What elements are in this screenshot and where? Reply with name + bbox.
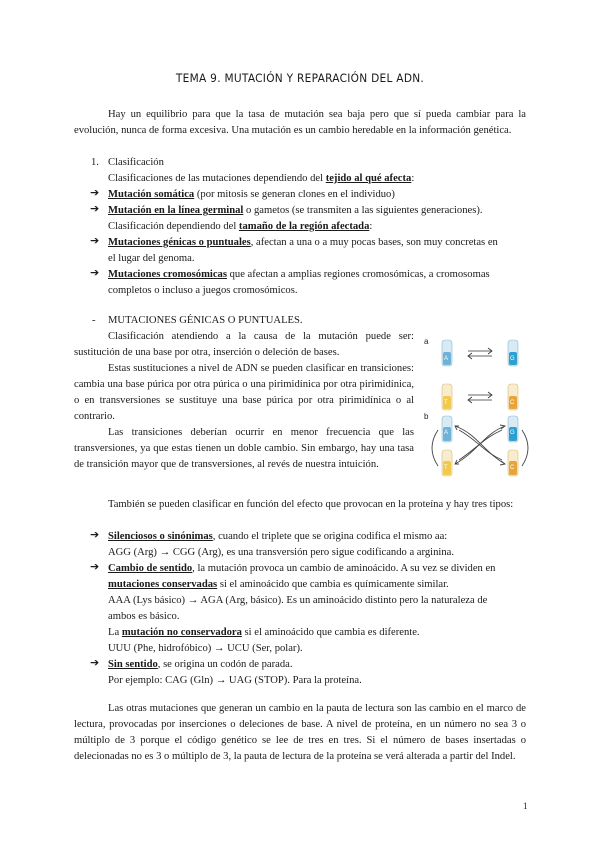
missense-item [108, 561, 495, 577]
section2-heading: MUTACIONES GÉNICAS O PUNTUALES. [108, 315, 303, 326]
chromosomal-item [108, 267, 490, 283]
conservative-line [108, 577, 449, 593]
germline-item [108, 203, 483, 219]
somatic-desc: (por mitosis se generan clones en el individuo) [194, 189, 395, 200]
intro-paragraph: Hay un equilibrio para que la tasa de mutación sea baja pero que sí pueda cambiar para la evolución, nunca de forma excesiva. Una mutación es un cambio heredable en la información genética. [74, 109, 526, 136]
tissue-intro-colon: : [411, 173, 415, 184]
arrow-icon: ➔ [90, 266, 100, 279]
chromosomal-item-cont: completos o incluso a juegos cromosómicos. [108, 285, 298, 296]
arrow-icon: ➔ [90, 528, 100, 541]
arrow-icon: ➔ [90, 186, 100, 199]
tissue-intro-emphasis: tejido al qué afecta [325, 173, 412, 184]
figure-label-a: a [424, 337, 429, 346]
base-c-label-b: C [510, 465, 515, 471]
causes-paragraph: Clasificación atendiendo a la causa de la mutación puede ser: sustitución de una base por otra, inserción o deleción de bases. [74, 331, 414, 358]
tissue-intro-text: Clasificaciones de las mutaciones dependiendo del [108, 173, 326, 184]
section1-heading: Clasificación [108, 157, 164, 168]
page-title: TEMA 9. MUTACIÓN Y REPARACIÓN DEL ADN. [175, 71, 425, 85]
panel-b [432, 416, 528, 476]
genic-item [108, 235, 498, 251]
genic-desc: , afectan a una o a muy pocas bases, son muy concretas en [250, 237, 498, 248]
nonconservative-example: UUU (Phe, hidrofóbico) → UCU (Ser, polar). [108, 643, 303, 654]
silent-term: Silenciosos o sinónimas [108, 531, 213, 542]
base-a-label: A [444, 356, 449, 362]
somatic-term: Mutación somática [108, 189, 195, 200]
somatic-item [108, 187, 395, 203]
panel-a [442, 340, 518, 410]
arrow-icon: ➔ [90, 202, 100, 215]
base-g-label-b: G [510, 430, 515, 436]
genic-term: Mutaciones génicas o puntuales [108, 237, 251, 248]
base-t-label: T [444, 400, 448, 406]
germline-term: Mutación en la línea germinal [108, 205, 244, 216]
missense-desc: , la mutación provoca un cambio de aminoácido. A su vez se dividen en [192, 563, 496, 574]
silent-example: AGG (Arg) → CGG (Arg), es una transversión pero sigue codificando a arginina. [108, 547, 454, 558]
arrow-icon: ➔ [90, 656, 100, 669]
nonsense-term: Sin sentido [108, 659, 158, 670]
nonsense-desc: , se origina un codón de parada. [157, 659, 293, 670]
chromosomal-term: Mutaciones cromosómicas [108, 269, 227, 280]
conservative-example: AAA (Lys básico) → AGA (Arg, básico). Es un aminoácido distinto pero la naturaleza de [108, 595, 488, 606]
base-c-label: C [510, 400, 515, 406]
page-number: 1 [523, 801, 528, 811]
base-t-label-b: T [444, 465, 448, 471]
transition-transversion-figure [422, 334, 530, 484]
nonconservative-pre: La [108, 627, 122, 638]
exchange-arrows-icon [468, 348, 492, 403]
genic-item-cont: el lugar del genoma. [108, 253, 195, 264]
conservative-desc: si el aminoácido que cambia es químicamente similar. [217, 579, 449, 590]
base-g-label: G [510, 356, 515, 362]
nonconservative-line [108, 625, 420, 641]
section1-number: 1. [91, 157, 99, 168]
nonconservative-term: mutación no conservadora [121, 627, 242, 638]
size-intro-emphasis: tamaño de la región afectada [238, 221, 370, 232]
chromosomal-desc: que afectan a amplias regiones cromosómicas, a cromosomas [226, 269, 490, 280]
closing-paragraph: Las otras mutaciones que generan un cambio en la pauta de lectura son las cambio en el marco de lectura, provocadas por inserciones o deleciones de base. A nivel de proteína, en un número no sea 3 o múltiplo de 3 porque el código genético se lee de tres en tres. Si el número de bases insertadas o delecionadas no es 3 o múltiplo de 3, la pauta de lectura de la proteína se verá alterada a partir del Indel. [74, 703, 526, 762]
silent-item [108, 529, 447, 545]
conservative-example-cont: ambos es básico. [108, 611, 180, 622]
size-classification-line [108, 219, 372, 235]
substitutions-paragraph: Estas sustituciones a nivel de ADN se pueden clasificar en transiciones: cambia una base púrica por otra púrica o una pirimidínica por otra pirimidínica, o en transversiones se sustituye una base púrica por otra pirimidínica o al contrario. [74, 363, 414, 422]
germline-desc: o gametos (se transmiten a las siguientes generaciones). [243, 205, 483, 216]
effects-intro: También se pueden clasificar en función del efecto que provocan en la proteína y hay tres tipos: [108, 499, 514, 510]
figure-label-b: b [424, 412, 429, 421]
size-intro-colon: : [369, 221, 373, 232]
tissue-classification-line [108, 171, 414, 187]
arrow-icon: ➔ [90, 234, 100, 247]
size-intro-text: Clasificación dependiendo del [108, 221, 239, 232]
transitions-paragraph: Las transiciones deberían ocurrir en menor frecuencia que las transversiones, ya que estas tienen un doble cambio. Sin embargo, hay una tasa de transición mayor que de transversiones, al revés de nuestra intuición. [74, 427, 414, 470]
missense-term: Cambio de sentido [108, 563, 193, 574]
arrow-icon: ➔ [90, 560, 100, 573]
nonconservative-desc: si el aminoácido que cambia es diferente. [241, 627, 420, 638]
nonsense-example: Por ejemplo: CAG (Gln) → UAG (STOP). Para la proteína. [108, 675, 362, 686]
section2-dash: - [92, 315, 96, 326]
silent-desc: , cuando el triplete que se origina codifica el mismo aa: [212, 531, 448, 542]
nonsense-item [108, 657, 293, 673]
base-a-label-b: A [444, 430, 449, 436]
conservative-term: mutaciones conservadas [108, 579, 218, 590]
